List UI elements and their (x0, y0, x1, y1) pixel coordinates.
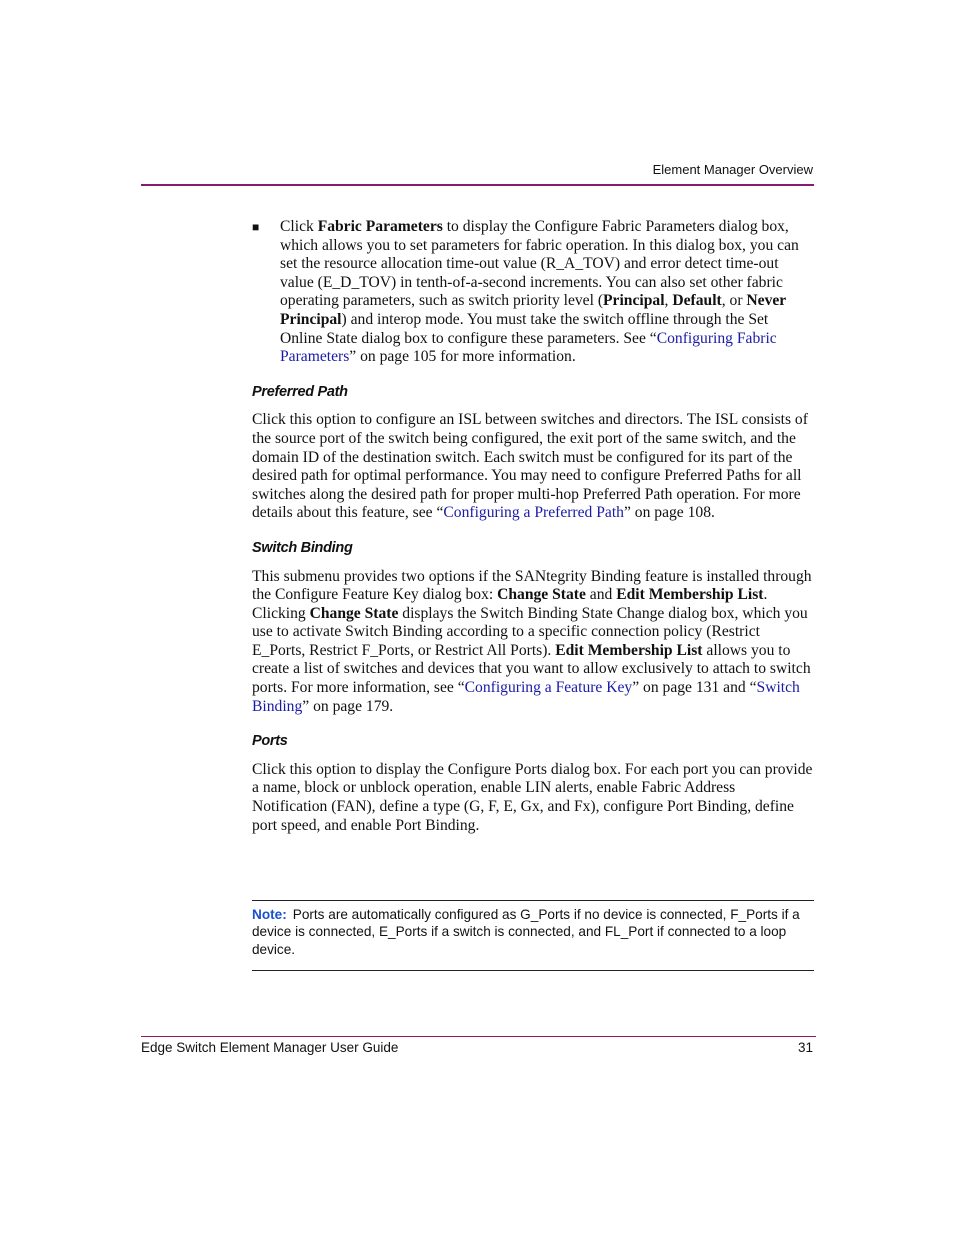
link-configuring-fabric-parameters[interactable]: Configuring Fabric Parameters (280, 329, 777, 366)
footer-rule (141, 1036, 816, 1037)
section-heading-switch-binding: Switch Binding (252, 539, 353, 556)
text-run: Click (280, 218, 318, 235)
bold-term: Principal (603, 292, 665, 310)
text-run: , (664, 292, 673, 310)
paragraph-switch-binding (252, 568, 814, 717)
text-run: ” on page 131 and “ (632, 679, 757, 697)
bold-term: Change State (497, 586, 586, 604)
paragraph-preferred-path (252, 411, 814, 523)
list-item-fabric-parameters (252, 218, 814, 367)
bold-term: Never Principal (280, 292, 786, 328)
text-run: ” on page 108. (623, 504, 715, 522)
note-label: Note: (252, 907, 287, 922)
section-heading-ports: Ports (252, 733, 288, 750)
bold-term: Default (672, 292, 722, 310)
footer-doc-title: Edge Switch Element Manager User Guide (141, 1040, 399, 1055)
header-rule (141, 184, 814, 186)
text-run: ” on page 105 for more information. (349, 348, 576, 366)
text-run: ) and interop mode. You must take the switch offline through the Set Online State dialog box to configure these parameters. See “ (280, 310, 769, 347)
link-switch-binding[interactable]: Switch Binding (252, 679, 800, 715)
text-run: Click this option to configure an ISL between switches and directors. The ISL consists of the source port of the switch being configured, the exit port of the same switch, and the domain ID of the destination switch. Each switch must be configured for its part of the desired path for optimal performance. You may need to configure Preferred Paths for all switches along the desired path for proper multi-hop Preferred Path operation. For more details about this feature, see “ (252, 411, 808, 522)
text-run: to display the Configure Fabric Parameters dialog box, which allows you to set parameters for fabric operation. In this dialog box, you can set the resource allocation time-out value (R_A_TOV) and error detect time-out value (E_D_TOV) in tenth-of-a-second increments. You can also set other fabric operating parameters, such as switch priority level ( (280, 218, 799, 310)
text-run: and (585, 586, 617, 604)
text-run: , or (721, 292, 747, 310)
note-text: Ports are automatically configured as G_Ports if no device is connected, F_Ports if a device is connected, E_Ports if a switch is connected, and FL_Port if connected to a loop device. (252, 907, 800, 957)
bold-term: Edit Membership List (555, 641, 703, 659)
section-heading-preferred-path: Preferred Path (252, 383, 348, 400)
note-box (252, 900, 814, 971)
text-run: allows you to create a list of switches and devices that you want to allow exclusively to attach to switch ports. For more information, see “ (252, 641, 811, 697)
text-run: This submenu provides two options if the SANtegrity Binding feature is installed through the Configure Feature Key dialog box: (252, 567, 812, 604)
bold-term: Fabric Parameters (317, 218, 443, 235)
bold-term: Edit Membership List (616, 586, 764, 604)
link-configuring-feature-key[interactable]: Configuring a Feature Key (464, 679, 633, 697)
paragraph-ports: Click this option to display the Configure Ports dialog box. For each port you can provide a name, block or unblock operation, enable LIN alerts, enable Fabric Address Notification (FAN), define a type (G, F, E, Gx, and Fx), configure Port Binding, define port speed, and enable Port Binding. (252, 760, 813, 834)
square-bullet-icon: ■ (252, 220, 260, 234)
bold-term: Change State (309, 604, 399, 622)
text-run: ” on page 179. (302, 697, 394, 715)
text-run: displays the Switch Binding State Change dialog box, which you use to activate Switch Binding according to a specific connection policy (Restrict E_Ports, Restrict F_Ports, or Restrict All Ports). (252, 604, 808, 659)
text-run: . Clicking (252, 586, 768, 622)
main-content (252, 218, 814, 851)
footer-page-number: 31 (797, 1040, 813, 1055)
running-header: Element Manager Overview (652, 162, 813, 177)
link-configuring-preferred-path[interactable]: Configuring a Preferred Path (443, 504, 624, 522)
